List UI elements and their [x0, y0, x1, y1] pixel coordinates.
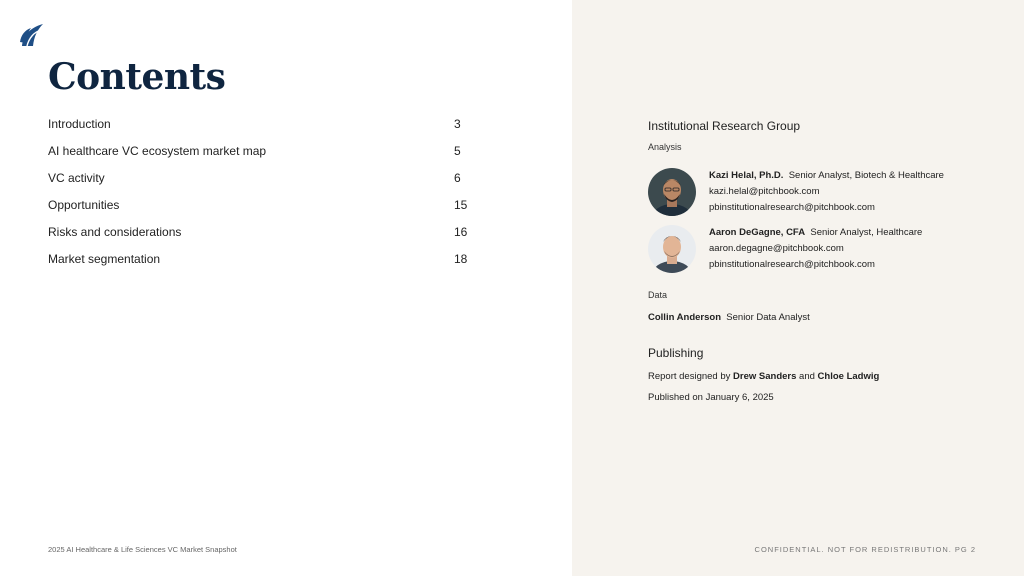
designed-and: and — [799, 371, 815, 382]
analyst-name: Kazi Helal, Ph.D. — [709, 170, 784, 181]
avatar — [648, 168, 696, 216]
toc-page: 18 — [454, 252, 468, 266]
avatar — [648, 225, 696, 273]
toc-row[interactable] — [48, 144, 468, 171]
toc-row[interactable] — [48, 117, 468, 144]
analyst-role: Senior Analyst, Healthcare — [810, 227, 923, 238]
published-date: Published on January 6, 2025 — [648, 392, 774, 403]
publishing-title: Publishing — [648, 346, 704, 360]
toc-row[interactable] — [48, 198, 468, 225]
designed-prefix: Report designed by — [648, 371, 731, 382]
data-credit — [648, 312, 810, 323]
table-of-contents — [48, 117, 468, 279]
analyst-card — [648, 225, 1008, 277]
right-panel — [572, 0, 1024, 576]
toc-row[interactable] — [48, 171, 468, 198]
analyst-email-group[interactable]: pbinstitutionalresearch@pitchbook.com — [709, 202, 875, 213]
data-person-name: Collin Anderson — [648, 312, 722, 323]
toc-page: 6 — [454, 171, 461, 185]
footer-report-title: 2025 AI Healthcare & Life Sciences VC Market Snapshot — [48, 545, 237, 554]
designed-by — [648, 371, 879, 382]
analyst-email[interactable]: aaron.degagne@pitchbook.com — [709, 243, 844, 254]
page-title: Contents — [48, 56, 226, 98]
toc-label: Market segmentation — [48, 252, 161, 266]
data-person-role: Senior Data Analyst — [726, 312, 810, 323]
toc-label: Risks and considerations — [48, 225, 182, 239]
toc-label: VC activity — [48, 171, 105, 185]
toc-label: Introduction — [48, 117, 111, 131]
analyst-name: Aaron DeGagne, CFA — [709, 227, 806, 238]
toc-page: 5 — [454, 144, 461, 158]
analyst-card — [648, 168, 1008, 220]
designer-name: Drew Sanders — [733, 371, 797, 382]
group-title: Institutional Research Group — [648, 119, 801, 133]
toc-label: AI healthcare VC ecosystem market map — [48, 144, 267, 158]
designer-name: Chloe Ladwig — [817, 371, 880, 382]
toc-row[interactable] — [48, 225, 468, 252]
analysis-label: Analysis — [648, 142, 682, 152]
toc-row[interactable] — [48, 252, 468, 279]
analyst-role: Senior Analyst, Biotech & Healthcare — [788, 170, 944, 181]
toc-page: 15 — [454, 198, 468, 212]
toc-label: Opportunities — [48, 198, 120, 212]
analyst-email[interactable]: kazi.helal@pitchbook.com — [709, 186, 820, 197]
pitchbook-logo-icon — [19, 22, 45, 48]
data-label: Data — [648, 290, 668, 300]
analyst-email-group[interactable]: pbinstitutionalresearch@pitchbook.com — [709, 259, 875, 270]
toc-page: 3 — [454, 117, 461, 131]
toc-page: 16 — [454, 225, 468, 239]
footer-confidential: CONFIDENTIAL. NOT FOR REDISTRIBUTION. PG 2 — [754, 545, 976, 554]
